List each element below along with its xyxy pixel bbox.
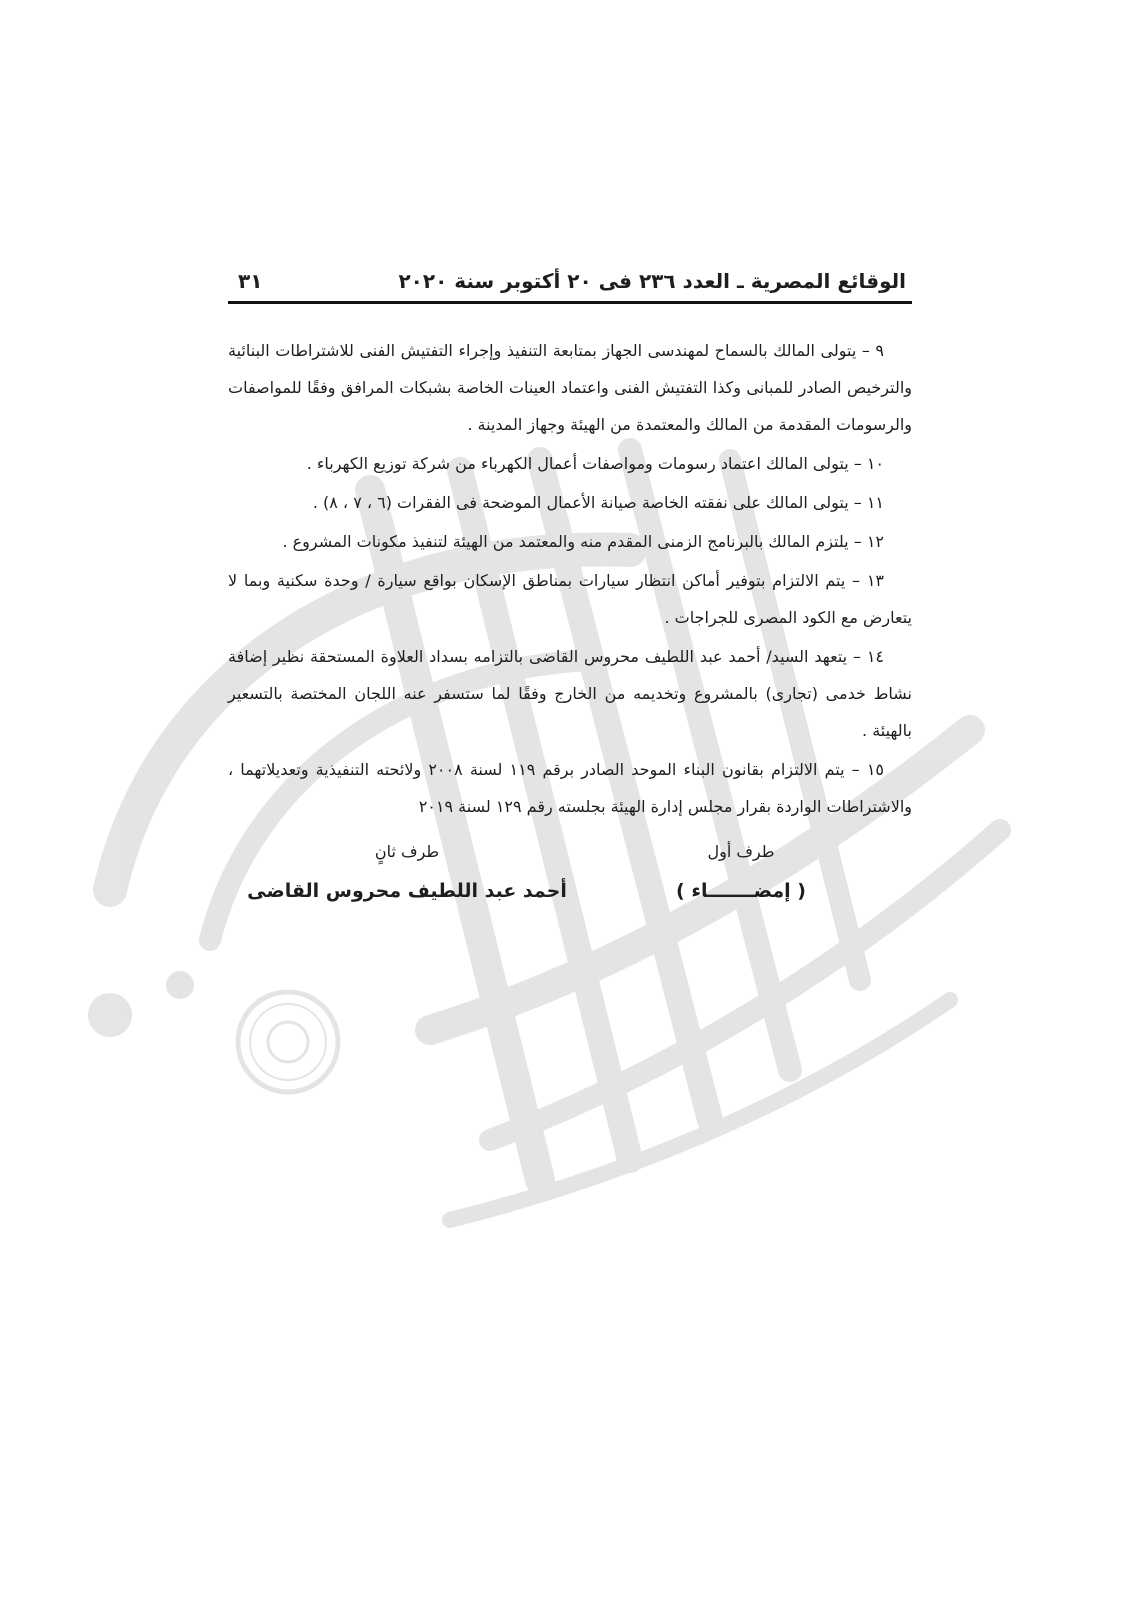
page-header bbox=[228, 255, 912, 293]
first-party-block bbox=[666, 837, 816, 909]
document-page bbox=[228, 255, 912, 947]
gazette-title: الوقائع المصرية ـ العدد ٢٣٦ فى ٢٠ أكتوبر سنة ٢٠٢٠ bbox=[398, 269, 906, 293]
clause-12: ١٢ – يلتزم المالك بالبرنامج الزمنى المقدم منه والمعتمد من الهيئة لتنفيذ مكونات المشروع . bbox=[282, 532, 884, 551]
document-body bbox=[228, 332, 912, 825]
page-number: ٣١ bbox=[238, 269, 263, 293]
clause-11: ١١ – يتولى المالك على نفقته الخاصة صيانة الأعمال الموضحة فى الفقرات (٦ ، ٧ ، ٨) . bbox=[312, 493, 884, 512]
second-party-block bbox=[242, 837, 572, 909]
signature-section bbox=[228, 837, 912, 947]
header-divider bbox=[228, 301, 912, 304]
second-party-label: طرف ثانٍ bbox=[374, 842, 440, 861]
clause-9: ٩ – يتولى المالك بالسماح لمهندسى الجهاز بمتابعة التنفيذ وإجراء التفتيش الفنى للاشتراطات البنائية والترخيص الصادر للمبانى وكذا التفتيش الفنى واعتماد العينات الخاصة بشبكات المرافق وفقًا للمواصفات والرسومات المقدمة من المالك والمعتمدة من الهيئة وجهاز المدينة . bbox=[228, 341, 912, 434]
first-party-signature: ( إمضـــــــاء ) bbox=[676, 880, 806, 902]
first-party-label: طرف أول bbox=[707, 842, 775, 861]
clause-14: ١٤ – يتعهد السيد/ أحمد عبد اللطيف محروس القاضى بالتزامه بسداد العلاوة المستحقة نظير إضافة نشاط خدمى (تجارى) بالمشروع وتخديمه من الخارج وفقًا لما ستسفر عنه اللجان المختصة بالتسعير بالهيئة . bbox=[228, 647, 912, 740]
clause-10: ١٠ – يتولى المالك اعتماد رسومات ومواصفات أعمال الكهرباء من شركة توزيع الكهرباء . bbox=[306, 454, 884, 473]
clause-15: ١٥ – يتم الالتزام بقانون البناء الموحد الصادر برقم ١١٩ لسنة ٢٠٠٨ ولائحته التنفيذية وتعديلاتهما ، والاشتراطات الواردة بقرار مجلس إدارة الهيئة بجلسته رقم ١٢٩ لسنة ٢٠١٩ bbox=[228, 760, 912, 816]
clause-13: ١٣ – يتم الالتزام بتوفير أماكن انتظار سيارات بمناطق الإسكان بواقع سيارة / وحدة سكنية وبما لا يتعارض مع الكود المصرى للجراجات . bbox=[228, 571, 912, 627]
second-party-name: أحمد عبد اللطيف محروس القاضى bbox=[247, 880, 567, 902]
